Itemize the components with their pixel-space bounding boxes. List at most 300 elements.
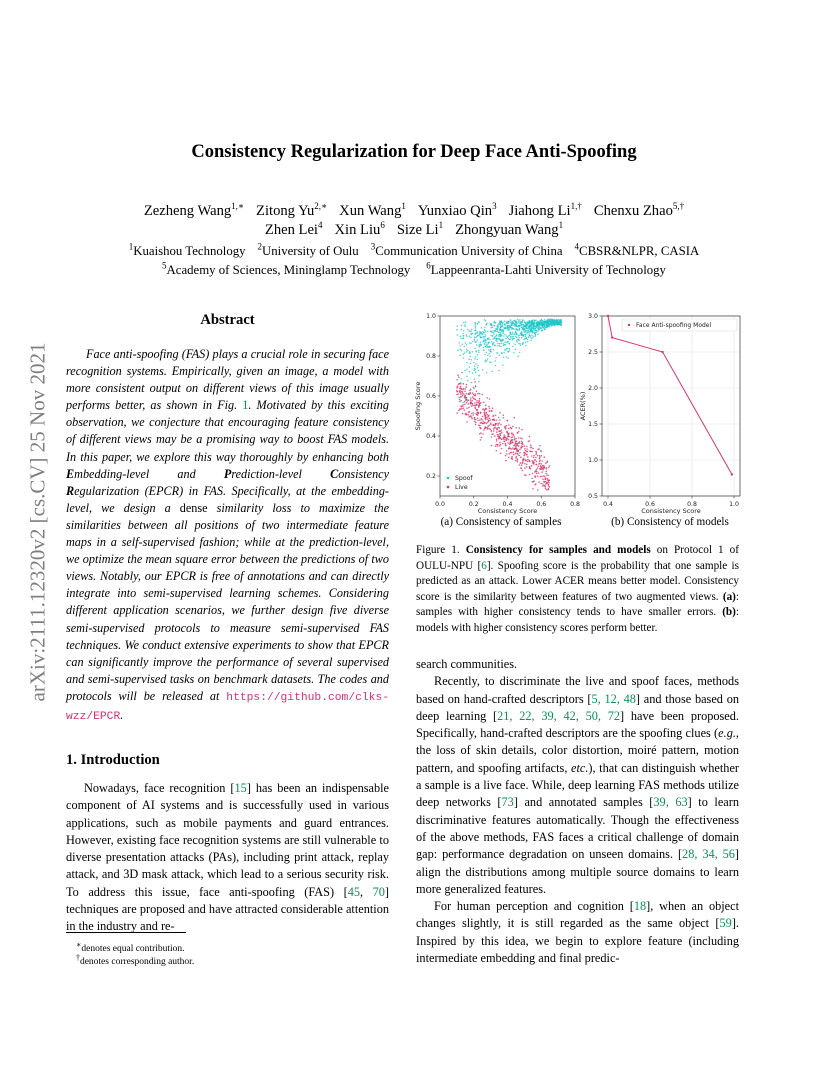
spoof-point — [497, 343, 499, 345]
superscript: 5,† — [672, 201, 685, 211]
spoof-point — [486, 372, 488, 374]
spoof-point — [479, 333, 481, 335]
spoof-point — [527, 339, 529, 341]
x-tick-label: 1.0 — [729, 501, 739, 508]
spoof-point — [481, 327, 483, 329]
live-point — [526, 454, 528, 456]
spoof-point — [502, 325, 504, 327]
spoof-point — [474, 348, 476, 350]
live-point — [500, 424, 502, 426]
spoof-point — [485, 324, 487, 326]
spoof-point — [471, 382, 473, 384]
live-point — [465, 393, 467, 395]
body-text: etc. — [571, 760, 589, 775]
live-point — [491, 436, 493, 438]
spoof-point — [516, 337, 518, 339]
live-point — [513, 454, 515, 456]
spoof-point — [505, 344, 507, 346]
spoof-point — [539, 324, 541, 326]
live-point — [462, 395, 464, 397]
subcaption-a: (a) Consistency of samples — [440, 516, 562, 528]
live-point — [531, 478, 533, 480]
live-point — [521, 438, 523, 440]
live-point — [465, 386, 467, 388]
legend-marker-spoof — [447, 477, 450, 480]
live-point — [536, 461, 538, 463]
superscript: 5 — [162, 261, 167, 271]
spoof-point — [460, 378, 462, 380]
live-point — [501, 429, 503, 431]
spoof-point — [510, 327, 512, 329]
spoof-point — [525, 333, 527, 335]
spoof-point — [503, 329, 505, 331]
live-point — [542, 468, 544, 470]
y-axis-label: Spoofing Score — [414, 381, 422, 431]
live-point — [486, 423, 488, 425]
live-point — [461, 388, 463, 390]
live-point — [541, 471, 543, 473]
live-point — [458, 397, 460, 399]
spoof-point — [521, 337, 523, 339]
spoof-point — [469, 356, 471, 358]
spoof-point — [520, 321, 522, 323]
live-point — [527, 459, 529, 461]
name-entry — [162, 263, 410, 277]
spoof-point — [497, 345, 499, 347]
spoof-point — [497, 331, 499, 333]
citation-link[interactable]: 18 — [633, 899, 647, 914]
spoof-point — [522, 322, 524, 324]
live-point — [491, 434, 493, 436]
citation-link[interactable]: 39, 63 — [653, 795, 688, 810]
spoof-point — [507, 325, 509, 327]
spoof-point — [510, 336, 512, 338]
spoof-point — [499, 343, 501, 345]
live-point — [475, 393, 477, 395]
live-point — [468, 414, 470, 416]
name-text: Academy of Sciences, Mininglamp Technology — [166, 263, 411, 278]
live-point — [517, 432, 519, 434]
spoof-point — [543, 327, 545, 329]
live-point — [546, 468, 548, 470]
spoof-point — [462, 402, 464, 404]
spoof-point — [467, 350, 469, 352]
spoof-point — [484, 354, 486, 356]
live-point — [524, 448, 526, 450]
live-point — [514, 448, 516, 450]
spoof-point — [525, 336, 527, 338]
live-point — [529, 466, 531, 468]
live-point — [499, 433, 501, 435]
spoof-point — [520, 323, 522, 325]
spoof-point — [502, 326, 504, 328]
spoof-point — [561, 324, 563, 326]
spoof-point — [475, 371, 477, 373]
spoof-point — [506, 356, 508, 358]
live-point — [505, 443, 507, 445]
live-point — [548, 484, 550, 486]
spoof-point — [515, 348, 517, 350]
live-point — [515, 460, 517, 462]
spoof-point — [529, 324, 531, 326]
name-text: Chenxu Zhao — [593, 202, 673, 219]
spoof-point — [490, 330, 492, 332]
spoof-point — [486, 347, 488, 349]
spoof-point — [472, 341, 474, 343]
caption-bold: (b) — [722, 606, 736, 619]
citation-link[interactable]: 21, 22, 39, 42, 50, 72 — [497, 708, 621, 723]
abstract-text: . — [120, 707, 124, 722]
spoof-point — [542, 321, 544, 323]
spoof-point — [516, 329, 518, 331]
spoof-point — [507, 322, 509, 324]
spoof-point — [504, 323, 506, 325]
body-text: ], when an object changes slightly, it is still regarded as the same object [ — [416, 899, 739, 931]
citation-link[interactable]: 73 — [501, 795, 514, 810]
live-point — [497, 424, 499, 426]
spoof-point — [494, 336, 496, 338]
live-point — [532, 488, 534, 490]
live-point — [523, 459, 525, 461]
spoof-point — [507, 351, 509, 353]
live-point — [503, 414, 505, 416]
legend-label-spoof: Spoof — [455, 475, 473, 482]
live-point — [461, 372, 463, 374]
live-point — [479, 393, 481, 395]
live-point — [523, 455, 525, 457]
spoof-point — [518, 335, 520, 337]
live-point — [500, 444, 502, 446]
abstract-text: similarity loss to maximize the similarities between all positions of two intermediate feature maps in a self-supervised fashion; while at the prediction-level, we optimize the mean square error between the predictions of two views. Notably, our EPCR is free of annotations and can directly integrate into semi-supervised learning schemes. Considering different application scenarios, we further design five diverse semi-supervised protocols to measure semi-supervised FAS techniques. We conduct extensive experiments to show that EPCR can significantly improve the performance of several supervised and semi-supervised tasks on benchmark datasets. The codes and protocols will be released at — [66, 500, 389, 703]
spoof-point — [493, 349, 495, 351]
live-point — [521, 429, 523, 431]
plot-frame — [440, 316, 575, 496]
live-point — [480, 439, 482, 441]
spoof-point — [477, 367, 479, 369]
spoof-point — [496, 335, 498, 337]
spoof-point — [495, 330, 497, 332]
spoof-point — [470, 359, 472, 361]
live-point — [531, 465, 533, 467]
spoof-point — [531, 327, 533, 329]
body-text: , the loss of skin details, color distortion, moiré pattern, motion pattern, and spoofing artifacts, — [416, 726, 739, 775]
spoof-point — [549, 326, 551, 328]
spoof-point — [500, 340, 502, 342]
abstract-text: egularization (EPCR) in FAS. Specifically, at the embedding-level, we design a — [66, 483, 389, 515]
spoof-point — [495, 365, 497, 367]
citation-link[interactable]: 5, 12, 48 — [591, 691, 636, 706]
superscript: 1,† — [570, 201, 582, 211]
live-point — [474, 417, 476, 419]
live-point — [493, 430, 495, 432]
fig-ref-link[interactable]: 1 — [242, 398, 249, 413]
live-point — [460, 392, 462, 394]
name-text: Communication University of China — [375, 244, 563, 259]
spoof-point — [537, 324, 539, 326]
live-point — [535, 483, 537, 485]
live-point — [475, 419, 477, 421]
spoof-point — [533, 328, 535, 330]
name-text: Size Li — [396, 221, 439, 238]
spoof-point — [531, 331, 533, 333]
live-point — [533, 457, 535, 459]
live-point — [511, 457, 513, 459]
name-entry — [397, 222, 443, 238]
spoof-point — [513, 336, 515, 338]
scatter-chart — [410, 304, 585, 514]
spoof-point — [472, 333, 474, 335]
spoof-point — [517, 319, 519, 321]
live-point — [511, 440, 513, 442]
spoof-point — [488, 353, 490, 355]
spoof-point — [506, 335, 508, 337]
spoof-point — [478, 381, 480, 383]
live-point — [482, 394, 484, 396]
spoof-point — [527, 332, 529, 334]
spoof-point — [507, 328, 509, 330]
live-point — [543, 465, 545, 467]
live-point — [464, 409, 466, 411]
name-text: Zhongyuan Wang — [455, 221, 559, 238]
spoof-point — [531, 334, 533, 336]
live-point — [463, 383, 465, 385]
live-point — [506, 438, 508, 440]
spoof-point — [474, 322, 476, 324]
live-point — [473, 394, 475, 396]
live-point — [496, 429, 498, 431]
name-entry — [455, 222, 563, 238]
intro-text: ] techniques are proposed and have attracted considerable attention in the industry and re- — [66, 884, 389, 934]
live-point — [519, 464, 521, 466]
live-point — [488, 410, 490, 412]
spoof-point — [527, 341, 529, 343]
spoof-point — [536, 327, 538, 329]
live-point — [515, 443, 517, 445]
spoof-point — [475, 350, 477, 352]
spoof-point — [518, 337, 520, 339]
live-point — [540, 451, 542, 453]
spoof-point — [503, 335, 505, 337]
live-point — [496, 431, 498, 433]
spoof-point — [528, 320, 530, 322]
code-url-link[interactable]: https://github.com/clks-wzz/EPCR — [66, 691, 389, 723]
citation-link[interactable]: 6 — [481, 559, 487, 572]
spoof-point — [491, 331, 493, 333]
name-text: Xin Liu — [334, 221, 381, 238]
live-point — [480, 412, 482, 414]
live-point — [514, 439, 516, 441]
abstract-heading: Abstract — [200, 312, 255, 328]
body-text: ] align the distributions among multiple source domains to learn more generalized features. — [416, 847, 739, 896]
live-point — [519, 427, 521, 429]
spoof-point — [501, 352, 503, 354]
live-point — [548, 482, 550, 484]
spoof-point — [517, 339, 519, 341]
citation-link[interactable]: 28, 34, 56 — [682, 847, 735, 862]
spoof-point — [523, 320, 525, 322]
live-point — [496, 444, 498, 446]
spoof-point — [515, 324, 517, 326]
live-point — [474, 407, 476, 409]
live-point — [483, 402, 485, 404]
live-point — [481, 419, 483, 421]
live-point — [471, 413, 473, 415]
x-tick-label: 0.4 — [603, 501, 613, 508]
y-tick-label: 1.5 — [588, 421, 598, 428]
spoof-point — [554, 321, 556, 323]
spoof-point — [504, 334, 506, 336]
spoof-point — [464, 346, 466, 348]
spoof-point — [499, 330, 501, 332]
spoof-point — [469, 371, 471, 373]
spoof-point — [475, 356, 477, 358]
live-point — [512, 441, 514, 443]
live-point — [535, 471, 537, 473]
live-point — [497, 423, 499, 425]
spoof-point — [472, 372, 474, 374]
live-point — [507, 436, 509, 438]
live-point — [518, 437, 520, 439]
x-axis-label: Consistency Score — [641, 507, 701, 515]
plot-frame — [602, 316, 740, 496]
spoof-point — [466, 344, 468, 346]
body-text: ] have been proposed. Specifically, hand-crafted descriptors are the spoofing clues ( — [416, 708, 739, 741]
intro-text: ] has been an indispensable component of AI systems and is successfully used in various applications, such as mobile payments and guard entrances. However, existing face recognition systems are still vulnerable to diverse presentation attacks (PAs), including print attack, replay attack, and 3D mask attack, which lead to a serious security risk. To address this issue, face anti-spoofing (FAS) [ — [66, 781, 389, 899]
spoof-point — [522, 329, 524, 331]
live-point — [485, 427, 487, 429]
spoof-point — [538, 327, 540, 329]
acer-line — [608, 316, 732, 474]
live-point — [489, 408, 491, 410]
live-point — [491, 410, 493, 412]
spoof-point — [500, 332, 502, 334]
live-point — [459, 399, 461, 401]
live-point — [480, 422, 482, 424]
subcaption-b: (b) Consistency of models — [611, 516, 729, 528]
spoof-point — [552, 321, 554, 323]
spoof-point — [463, 353, 465, 355]
live-point — [473, 387, 475, 389]
live-point — [515, 441, 517, 443]
spoof-point — [469, 335, 471, 337]
live-point — [548, 486, 550, 488]
spoof-point — [459, 349, 461, 351]
y-tick-label: 2.5 — [588, 349, 598, 356]
live-point — [512, 447, 514, 449]
superscript: 1 — [128, 242, 134, 252]
live-point — [509, 453, 511, 455]
spoof-point — [495, 360, 497, 362]
live-point — [465, 395, 467, 397]
live-point — [466, 397, 468, 399]
live-point — [525, 453, 527, 455]
line-series — [607, 315, 733, 476]
spoof-point — [477, 331, 479, 333]
name-entry — [335, 222, 385, 238]
live-point — [486, 417, 488, 419]
live-point — [537, 489, 539, 491]
spoof-point — [507, 335, 509, 337]
live-point — [521, 464, 523, 466]
live-point — [471, 402, 473, 404]
spoof-point — [465, 342, 467, 344]
live-point — [506, 453, 508, 455]
live-point — [525, 450, 527, 452]
live-point — [461, 408, 463, 410]
citation-link[interactable]: 70 — [372, 884, 385, 899]
spoof-point — [521, 326, 523, 328]
live-point — [515, 438, 517, 440]
live-point — [526, 446, 528, 448]
spoof-point — [523, 335, 525, 337]
intro-text: , — [360, 884, 373, 899]
spoof-point — [461, 325, 463, 327]
spoof-point — [501, 330, 503, 332]
spoof-point — [489, 339, 491, 341]
y-tick-label: 0.4 — [426, 433, 436, 440]
spoof-point — [523, 324, 525, 326]
spoof-point — [482, 336, 484, 338]
citation-link[interactable]: 59 — [719, 916, 732, 931]
spoof-point — [507, 357, 509, 359]
live-point — [497, 436, 499, 438]
citation-link[interactable]: 15 — [234, 781, 247, 795]
x-tick-label: 0.8 — [570, 501, 580, 508]
spoof-point — [509, 350, 511, 352]
live-point — [535, 451, 537, 453]
live-point — [547, 475, 549, 477]
spoof-point — [476, 339, 478, 341]
spoof-point — [482, 334, 484, 336]
spoof-point — [517, 341, 519, 343]
spoof-point — [519, 343, 521, 345]
name-text: Zhen Lei — [264, 221, 318, 238]
live-point — [474, 381, 476, 383]
footnote-mark: † — [76, 953, 80, 962]
spoof-point — [500, 335, 502, 337]
live-point — [509, 446, 511, 448]
spoof-point — [493, 332, 495, 334]
spoof-point — [552, 320, 554, 322]
spoof-point — [459, 345, 461, 347]
spoof-point — [531, 337, 533, 339]
spoof-point — [491, 325, 493, 327]
live-point — [471, 400, 473, 402]
abstract-emph: C — [330, 466, 339, 481]
live-point — [515, 452, 517, 454]
spoof-point — [483, 347, 485, 349]
spoof-point — [544, 322, 546, 324]
live-point — [477, 409, 479, 411]
live-point — [503, 441, 505, 443]
live-point — [536, 471, 538, 473]
spoof-point — [535, 327, 537, 329]
spoof-point — [513, 352, 515, 354]
citation-link[interactable]: 45 — [347, 884, 360, 899]
live-point — [531, 451, 533, 453]
spoof-point — [458, 342, 460, 344]
live-point — [490, 424, 492, 426]
spoof-point — [548, 322, 550, 324]
caption-text: ]. Spoofing score is the probability that one sample is predicted as an attack. Lower ACER means better model. Consistency score is the similarity between features of two augmented views. — [416, 559, 740, 603]
live-point — [538, 463, 540, 465]
name-text: Zezheng Wang — [143, 202, 232, 219]
live-point — [529, 450, 531, 452]
live-point — [457, 385, 459, 387]
live-point — [495, 415, 497, 417]
live-point — [538, 466, 540, 468]
live-point — [519, 442, 521, 444]
